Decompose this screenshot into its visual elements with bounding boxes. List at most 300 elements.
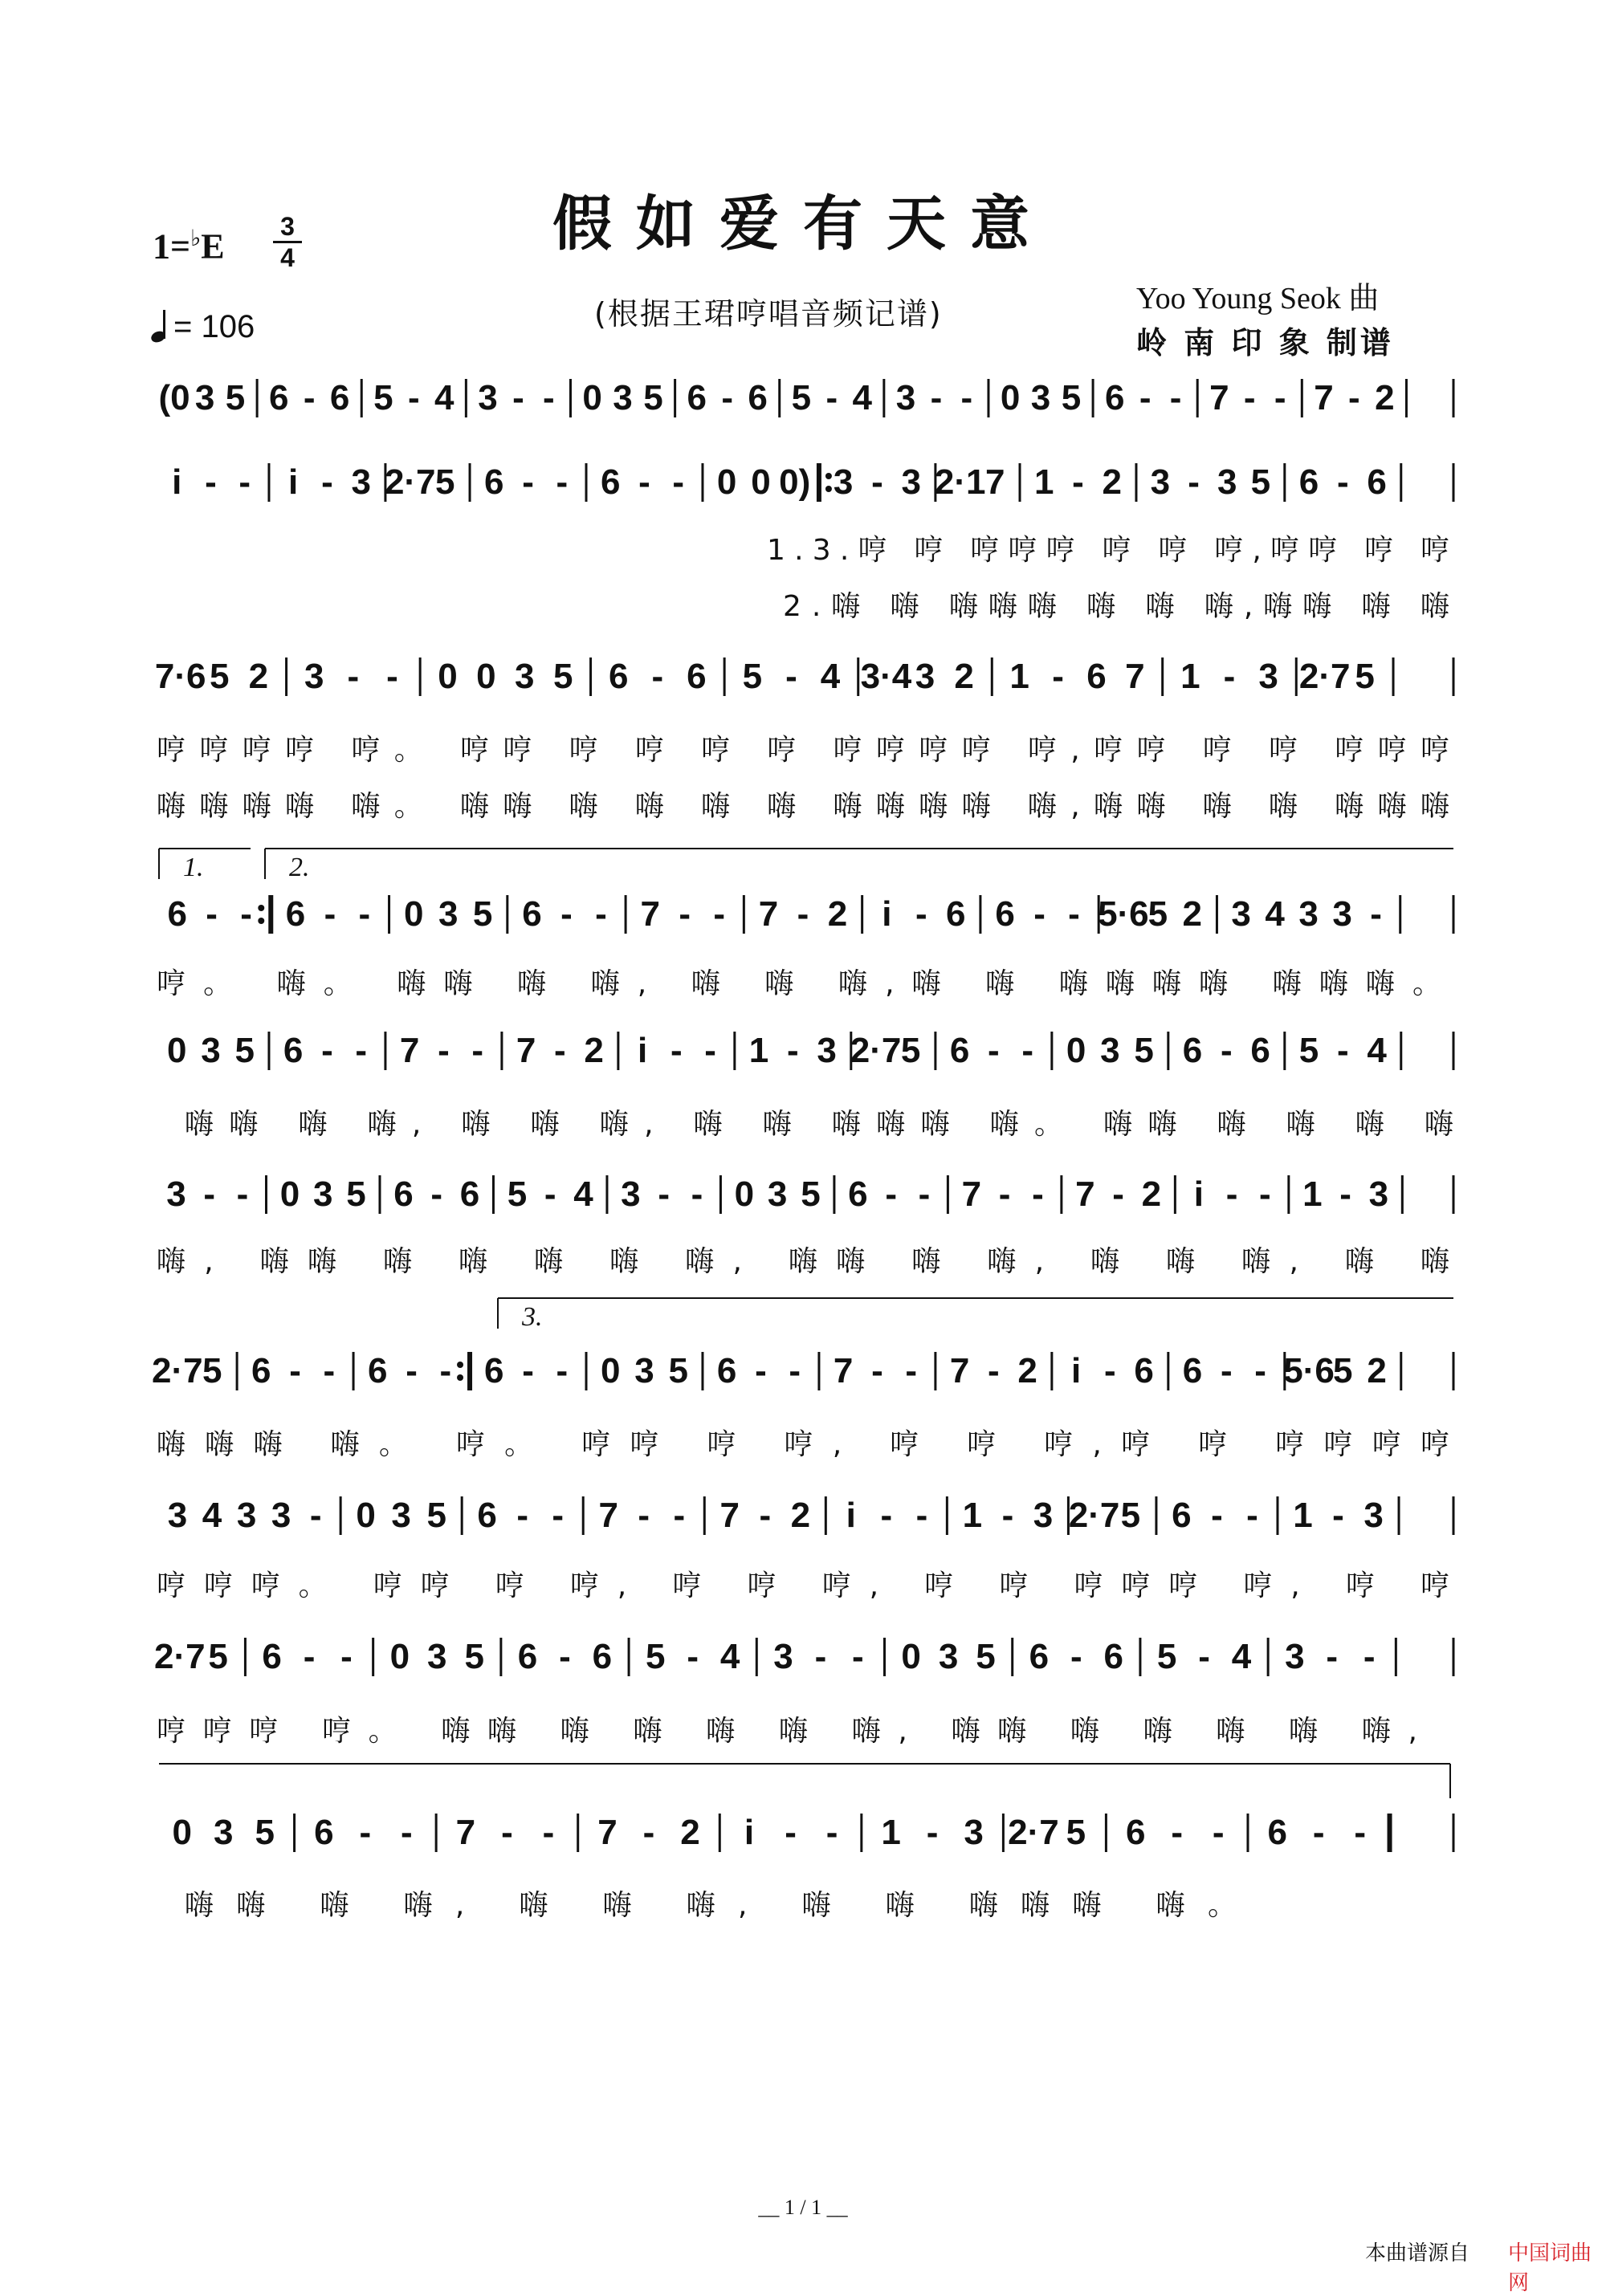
score-note: 6: [1182, 1031, 1203, 1070]
score-note: -: [672, 462, 685, 502]
score-note: 4: [1265, 894, 1285, 934]
score-note: 3: [613, 378, 633, 417]
score-note: 5: [346, 1174, 366, 1214]
score-note: (0: [158, 378, 190, 417]
score-note: -: [691, 1174, 703, 1214]
score-note: 7: [984, 462, 1005, 502]
score-note: 0: [582, 378, 602, 417]
subtitle: (根据王珺哼唱音频记谱): [594, 296, 943, 332]
time-signature-bottom: 4: [280, 243, 295, 272]
score-note: -: [236, 1174, 249, 1214]
score-note: 3: [304, 657, 324, 696]
score-note: 0: [476, 657, 496, 696]
score-note: 1: [748, 1031, 769, 1070]
arranger-credit: 岭 南 印 象 制谱: [1136, 324, 1394, 360]
score-note: 5: [1156, 1637, 1177, 1676]
score-note: 7: [961, 1174, 982, 1214]
song-title: 假如爱有天意: [552, 189, 1054, 259]
score-note: 3: [833, 462, 854, 502]
score-note: 1: [881, 1813, 901, 1852]
score-note: 3: [236, 1496, 257, 1535]
score-note: 5: [255, 1813, 275, 1852]
tempo-value: = 106: [173, 309, 255, 344]
score-note: -: [988, 1351, 1000, 1390]
lyric-line: 1.3.哼 哼 哼哼哼 哼 哼 哼,哼哼 哼 哼: [767, 534, 1449, 567]
score-note: 5: [1250, 462, 1271, 502]
score-note: 6: [1250, 1031, 1270, 1070]
score-note: -: [340, 1637, 353, 1676]
score-note: 4: [820, 657, 841, 696]
source-label: 本曲谱源自: [1365, 2241, 1470, 2265]
score-note: -: [885, 1174, 897, 1214]
score-note: 2·7: [152, 1351, 203, 1390]
score-note: 0): [779, 462, 811, 502]
score-note: 3: [915, 657, 935, 696]
score-note: -: [512, 378, 524, 417]
score-note: 1: [1033, 462, 1054, 502]
score-note: 2: [790, 1496, 811, 1535]
score-note: i: [172, 462, 182, 502]
score-note: 6: [1267, 1813, 1288, 1852]
score-note: 3: [1368, 1174, 1389, 1214]
score-note: 4: [1367, 1031, 1387, 1070]
score-note: 5: [426, 1496, 446, 1535]
score-note: 7: [640, 894, 661, 934]
score-note: -: [785, 657, 797, 696]
score-note: 1: [1009, 657, 1029, 696]
score-note: -: [289, 1351, 301, 1390]
score-note: -: [240, 894, 252, 934]
score-note: 3: [438, 894, 459, 934]
score-note: i: [882, 894, 892, 934]
score-note: 6: [1298, 462, 1319, 502]
lyric-line: 哼。 嗨。 嗨嗨 嗨 嗨, 嗨 嗨 嗨,嗨 嗨 嗨嗨嗨嗨 嗨嗨嗨。: [157, 967, 1441, 1000]
score-note: 3: [1332, 894, 1352, 934]
score-note: 4: [573, 1174, 593, 1214]
score-note: -: [522, 462, 534, 502]
score-note: -: [303, 378, 316, 417]
score-note: 6: [483, 1351, 504, 1390]
score-note: 1: [1180, 657, 1200, 696]
score-note: 7·6: [154, 657, 206, 696]
score-note: 0: [389, 1637, 410, 1676]
score-note: -: [687, 1637, 699, 1676]
score-note: 5: [1333, 1351, 1353, 1390]
score-note: -: [930, 378, 943, 417]
score-note: -: [1274, 378, 1286, 417]
score-note: -: [642, 1813, 655, 1852]
score-note: 5: [1061, 378, 1082, 417]
score-note: 0: [1066, 1031, 1086, 1070]
score-note: -: [825, 1813, 838, 1852]
score-note: 0: [1000, 378, 1021, 417]
score-note: 0: [716, 462, 737, 502]
score-note: 3: [964, 1813, 984, 1852]
volta-1-label: 1.: [183, 853, 204, 882]
score-note: 5: [434, 462, 455, 502]
score-note: -: [871, 1351, 883, 1390]
score-note: -: [1188, 462, 1200, 502]
score-note: 6: [368, 1351, 388, 1390]
score-note: i: [846, 1496, 856, 1535]
score-note: 7: [455, 1813, 476, 1852]
score-note: 4: [852, 378, 872, 417]
score-note: 2: [584, 1031, 604, 1070]
score-note: 1: [962, 1496, 983, 1535]
score-note: -: [1312, 1813, 1325, 1852]
score-note: 6: [262, 1637, 282, 1676]
score-note: 5: [373, 378, 393, 417]
score-note: -: [1326, 1637, 1339, 1676]
score-note: 2: [1141, 1174, 1162, 1214]
lyric-line: 2.嗨 嗨 嗨嗨嗨 嗨 嗨 嗨,嗨嗨 嗨 嗨: [783, 590, 1449, 623]
score-note: 3: [478, 378, 498, 417]
score-note: 3: [351, 462, 371, 502]
score-note: 5: [1120, 1496, 1141, 1535]
score-note: -: [206, 894, 218, 934]
score-note: i: [637, 1031, 648, 1070]
score-note: 5: [801, 1174, 821, 1214]
score-note: -: [1254, 1351, 1266, 1390]
repeat-dot: [825, 486, 832, 492]
score-note: i: [744, 1813, 755, 1852]
score-note: 4: [719, 1637, 740, 1676]
score-note: 6: [609, 657, 629, 696]
score-note: 3: [1030, 378, 1051, 417]
score-note: -: [355, 1031, 368, 1070]
score-note: 5: [202, 1351, 222, 1390]
score-note: -: [238, 462, 251, 502]
score-note: -: [324, 894, 336, 934]
score-note: i: [1193, 1174, 1204, 1214]
score-note: 2: [954, 657, 974, 696]
score-note: -: [406, 1351, 418, 1390]
score-note: -: [542, 1813, 555, 1852]
score-note: 5: [552, 657, 573, 696]
score-note: 5: [742, 657, 763, 696]
score-note: -: [797, 894, 809, 934]
score-note: -: [880, 1496, 893, 1535]
score-note: 3: [194, 378, 215, 417]
score-note: -: [321, 462, 333, 502]
score-note: -: [438, 1031, 450, 1070]
score-note: 5: [507, 1174, 528, 1214]
score-note: -: [1001, 1496, 1014, 1535]
score-note: 6: [314, 1813, 334, 1852]
score-note: 3: [1298, 894, 1319, 934]
score-note: -: [673, 1496, 686, 1535]
score-note: 7: [1209, 378, 1229, 417]
score-note: 0: [600, 1351, 621, 1390]
score-note: 6: [1104, 378, 1125, 417]
score-note: 3: [515, 657, 535, 696]
score-note: 3: [271, 1496, 291, 1535]
score-note: 6: [1172, 1496, 1192, 1535]
score-note: -: [852, 1637, 864, 1676]
score-note: -: [1354, 1813, 1367, 1852]
score-note: 5: [643, 378, 663, 417]
score-note: 5: [1147, 894, 1168, 934]
source-site-link[interactable]: 中国词曲网: [1508, 2241, 1592, 2295]
score-note: 6: [748, 378, 768, 417]
repeat-dot: [258, 905, 264, 911]
volta-3-label: 3.: [522, 1302, 543, 1332]
score-note: -: [786, 1031, 799, 1070]
score-note: 6: [167, 894, 187, 934]
score-note: 5: [208, 1637, 228, 1676]
score-note: -: [556, 462, 569, 502]
score-note: -: [755, 1351, 767, 1390]
score-note: -: [1220, 1351, 1233, 1390]
score-note: 6: [329, 378, 350, 417]
score-note: 5: [225, 378, 246, 417]
score-note: -: [785, 1813, 797, 1852]
score-note: i: [288, 462, 299, 502]
score-note: 5: [1066, 1813, 1086, 1852]
score-note: -: [960, 378, 973, 417]
score-note: -: [915, 1496, 928, 1535]
score-note: 1: [1302, 1174, 1323, 1214]
score-note: -: [516, 1496, 529, 1535]
score-note: 6: [949, 1031, 970, 1070]
score-note: 6: [268, 378, 289, 417]
score-note: -: [203, 1174, 216, 1214]
score-note: 3: [167, 1496, 188, 1535]
score-note: 0: [172, 1813, 193, 1852]
score-note: 7: [597, 1813, 618, 1852]
score-note: 3: [1363, 1496, 1384, 1535]
score-note: -: [1212, 1813, 1225, 1852]
score-note: 3: [201, 1031, 221, 1070]
score-note: 5: [976, 1637, 996, 1676]
score-note: -: [1032, 1174, 1044, 1214]
score-note: 6: [716, 1351, 737, 1390]
score-note: 6: [995, 894, 1015, 934]
score-note: -: [560, 894, 573, 934]
score-note: -: [1021, 1031, 1033, 1070]
score-note: -: [658, 1174, 671, 1214]
score-note: 3: [901, 462, 921, 502]
score-note: -: [1068, 894, 1080, 934]
score-note: 6: [1086, 657, 1107, 696]
score-note: 6: [687, 378, 707, 417]
score-note: -: [309, 1496, 322, 1535]
score-note: -: [1033, 894, 1046, 934]
score-note: -: [544, 1174, 556, 1214]
score-note: 6: [251, 1351, 271, 1390]
score-note: -: [559, 1637, 571, 1676]
repeat-dot: [457, 1362, 463, 1368]
score-note: 0: [403, 894, 424, 934]
score-note: 3: [1285, 1637, 1305, 1676]
score-note: -: [638, 462, 650, 502]
repeat-dot: [825, 473, 832, 479]
score-note: -: [552, 1496, 565, 1535]
score-note: 0: [279, 1174, 300, 1214]
score-note: 3: [938, 1637, 959, 1676]
score-note: -: [1052, 657, 1064, 696]
score-note: 1: [1293, 1496, 1313, 1535]
repeat-dot: [258, 918, 264, 924]
score-note: 0: [751, 462, 771, 502]
score-note: 6: [459, 1174, 480, 1214]
lyric-line: 哼哼哼。 哼哼 哼 哼, 哼 哼 哼, 哼 哼 哼哼哼 哼, 哼 哼: [157, 1569, 1449, 1602]
score-note: 6: [522, 894, 542, 934]
key-note: E: [201, 226, 225, 267]
lyric-line: 嗨嗨 嗨 嗨, 嗨 嗨 嗨, 嗨 嗨 嗨嗨嗨 嗨。: [185, 1889, 1237, 1922]
score-note: -: [1198, 1637, 1210, 1676]
score-note: -: [713, 894, 726, 934]
score-note: 3: [767, 1174, 788, 1214]
score-note: -: [721, 378, 733, 417]
score-note: 5: [1298, 1031, 1319, 1070]
score-note: 2·7: [1008, 1813, 1059, 1852]
score-note: -: [814, 1637, 827, 1676]
score-note: -: [1112, 1174, 1124, 1214]
score-note: -: [1246, 1496, 1258, 1535]
score-note: -: [905, 1351, 918, 1390]
score-note: 5·6: [1098, 894, 1149, 934]
volta-2-label: 2.: [289, 853, 310, 882]
score-note: 2: [248, 657, 269, 696]
score-note: -: [1139, 378, 1152, 417]
score-note: -: [471, 1031, 484, 1070]
score-note: 5: [668, 1351, 689, 1390]
lyric-line: 嗨嗨嗨 嗨。 哼。 哼哼 哼 哼, 哼 哼 哼,哼 哼 哼哼哼哼: [157, 1428, 1449, 1461]
score-note: -: [401, 1813, 413, 1852]
score-note: 7: [1075, 1174, 1095, 1214]
score-note: 7: [1125, 657, 1145, 696]
score-note: 2·7: [1068, 1496, 1120, 1535]
score-note: -: [1332, 1496, 1344, 1535]
score-note: 5: [1355, 657, 1375, 696]
score-note: 3: [634, 1351, 654, 1390]
score-note: -: [1211, 1496, 1223, 1535]
score-note: -: [554, 1031, 566, 1070]
score-note: -: [556, 1351, 569, 1390]
score-note: -: [988, 1031, 1000, 1070]
score-note: 3: [166, 1174, 186, 1214]
score-note: 5: [1134, 1031, 1154, 1070]
score-note: 0: [166, 1031, 187, 1070]
lyric-line: 嗨, 嗨嗨 嗨 嗨 嗨 嗨 嗨, 嗨嗨 嗨 嗨, 嗨 嗨 嗨, 嗨 嗨: [157, 1245, 1450, 1278]
score-note: 2: [1182, 894, 1203, 934]
score-note: -: [1072, 462, 1084, 502]
score-note: 6: [945, 894, 966, 934]
score-note: 4: [202, 1496, 222, 1535]
score-note: 6: [1125, 1813, 1146, 1852]
score-note: 5: [234, 1031, 255, 1070]
lyric-line: 哼哼哼哼 哼。 哼哼 哼 哼 哼 哼 哼哼哼哼 哼,哼哼 哼 哼 哼哼哼: [157, 734, 1449, 767]
score-note: -: [386, 657, 398, 696]
score-note: 3·4: [860, 657, 912, 696]
score-note: 3: [1231, 894, 1251, 934]
score-note: 2: [1017, 1351, 1037, 1390]
score-note: -: [704, 1031, 716, 1070]
score-note: 7: [719, 1496, 740, 1535]
score-note: 2·7: [154, 1637, 206, 1676]
score-note: -: [926, 1813, 939, 1852]
score-note: 4: [434, 378, 454, 417]
score-note: -: [205, 462, 217, 502]
score-note: 0: [356, 1496, 376, 1535]
score-note: -: [679, 894, 691, 934]
lyric-line: 嗨嗨 嗨 嗨, 嗨 嗨 嗨, 嗨 嗨 嗨嗨嗨 嗨。 嗨嗨 嗨 嗨 嗨 嗨: [185, 1108, 1453, 1141]
score-note: -: [759, 1496, 772, 1535]
score-note: 3: [817, 1031, 837, 1070]
score-note: 6: [1367, 462, 1387, 502]
score-note: 3: [1100, 1031, 1120, 1070]
score-note: 2·7: [1298, 657, 1351, 696]
score-note: -: [1225, 1174, 1238, 1214]
time-signature-top: 3: [280, 212, 295, 241]
composer-credit: Yoo Young Seok 曲: [1136, 282, 1380, 315]
score-note: -: [359, 1813, 372, 1852]
score-note: 5: [900, 1031, 921, 1070]
score-note: 5: [645, 1637, 666, 1676]
score-note: -: [595, 894, 607, 934]
score-note: 7: [758, 894, 779, 934]
score-note: 6: [283, 1031, 304, 1070]
score-note: -: [1070, 1637, 1082, 1676]
score-note: 2·7: [384, 462, 436, 502]
score-note: -: [1363, 1637, 1376, 1676]
score-note: -: [543, 378, 555, 417]
score-note: 7: [598, 1496, 618, 1535]
score-note: 7: [833, 1351, 854, 1390]
score-note: 6: [1103, 1637, 1123, 1676]
score-note: 5: [472, 894, 493, 934]
score-note: 3: [312, 1174, 333, 1214]
score-note: -: [439, 1351, 452, 1390]
score-note: 3: [427, 1637, 447, 1676]
score-note: 3: [391, 1496, 411, 1535]
score-note: 0: [901, 1637, 921, 1676]
score-note: -: [825, 378, 838, 417]
score-note: -: [501, 1813, 513, 1852]
score-note: -: [321, 1031, 333, 1070]
score-note: 0: [734, 1174, 755, 1214]
score-note: 6: [687, 657, 707, 696]
score-note: -: [303, 1637, 316, 1676]
score-note: -: [1171, 1813, 1184, 1852]
score-note: 2: [1367, 1351, 1387, 1390]
score-note: 7: [949, 1351, 970, 1390]
score-note: 6: [1182, 1351, 1203, 1390]
score-note: -: [1259, 1174, 1271, 1214]
score-note: 6: [285, 894, 306, 934]
score-note: 6: [848, 1174, 868, 1214]
score-note: -: [407, 378, 420, 417]
repeat-dot: [457, 1374, 463, 1381]
score-note: 3: [1258, 657, 1278, 696]
score-note: 7: [399, 1031, 420, 1070]
score-note: -: [1169, 378, 1182, 417]
score-note: 6: [1029, 1637, 1050, 1676]
score-note: 5·6: [1283, 1351, 1335, 1390]
score-note: -: [1243, 378, 1256, 417]
score-note: -: [347, 657, 360, 696]
score-note: -: [1223, 657, 1236, 696]
score-note: 0: [438, 657, 458, 696]
score-note: -: [1336, 1031, 1349, 1070]
score-note: 3: [214, 1813, 234, 1852]
score-note: 4: [1231, 1637, 1252, 1676]
score-note: 2·1: [934, 462, 986, 502]
score-note: -: [915, 894, 927, 934]
score-note: -: [1104, 1351, 1116, 1390]
score-note: -: [671, 1031, 683, 1070]
